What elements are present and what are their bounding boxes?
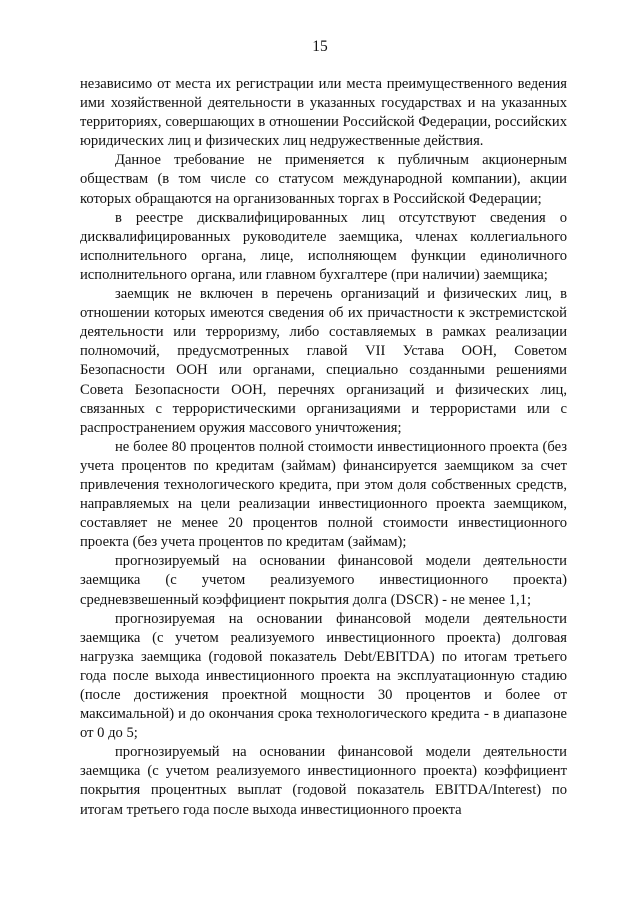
paragraph-debt-ebitda-requirement: прогнозируемая на основании финансовой модели деятельности заемщика (с учетом реализуемого инвестиционного проекта) долговая нагрузка заемщика (годовой показатель Debt/EBITDA) по итогам третьего года после выхода инвестиционного проекта на эксплуатационную стадию (после достижения проектной мощности 30 процентов и более от максимальной) и до окончания срока технологического кредита - в диапазоне от 0 до 5; — [80, 610, 567, 742]
paragraph-project-financing-share: не более 80 процентов полной стоимости инвестиционного проекта (без учета процентов по кредитам (займам) финансируется заемщиком за счет привлечения технологического кредита, при этом доля собственных средств, направляемых на цели реализации инвестиционного проекта заемщиком, составляет не менее 20 процентов полной стоимости инвестиционного проекта (без учета процентов по кредитам (займам); — [80, 438, 567, 551]
paragraph-extremism-terrorism-list: заемщик не включен в перечень организаций и физических лиц, в отношении которых имеются сведения об их причастности к экстремистской деятельности или терроризму, либо составляемых в рамках реализации полномочий, предусмотренных главой VII Устава ООН, Советом Безопасности ООН или органами, специально созданными решениями Совета Безопасности ООН, перечнях организаций и физических лиц, связанных с террористическими организациями и террористами или с распространением оружия массового уничтожения; — [80, 286, 567, 436]
document-body — [80, 75, 567, 820]
paragraph-interest-coverage-requirement: прогнозируемый на основании финансовой модели деятельности заемщика (с учетом реализуемого инвестиционного проекта) коэффициент покрытия процентных выплат (годовой показатель EBITDA/Interest) по итогам третьего года после выхода инвестиционного проекта — [80, 744, 567, 818]
paragraph-public-joint-stock-exception: Данное требование не применяется к публичным акционерным обществам (в том числе со статусом международной компании), акции которых обращаются на организованных торгах в Российской Федерации; — [80, 152, 567, 207]
paragraph-disqualified-persons-registry: в реестре дисквалифицированных лиц отсутствуют сведения о дисквалифицированных руководителе заемщика, членах коллегиального исполнительного органа, лице, исполняющем функции единоличного исполнительного органа, или главном бухгалтере (при наличии) заемщика; — [80, 209, 567, 283]
page-number: 15 — [312, 38, 328, 55]
paragraph-dscr-requirement: прогнозируемый на основании финансовой модели деятельности заемщика (с учетом реализуемого инвестиционного проекта) средневзвешенный коэффициент покрытия долга (DSCR) - не менее 1,1; — [80, 553, 567, 608]
paragraph-foreign-states-continuation: независимо от места их регистрации или места преимущественного ведения ими хозяйственной деятельности в указанных государствах и на указанных территориях, совершающих в отношении Российской Федерации, российских юридических лиц и физических лиц недружественные действия. — [80, 76, 567, 150]
